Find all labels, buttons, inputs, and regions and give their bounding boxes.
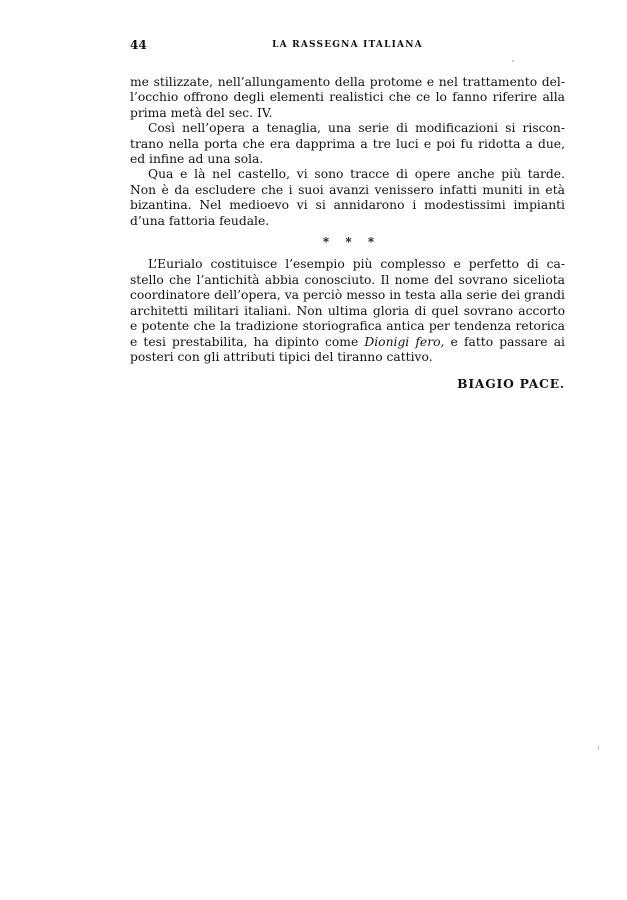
text-line: Così nell’opera a tenaglia, una serie di modificazioni si riscon- <box>148 121 565 136</box>
paper-speck <box>598 745 599 750</box>
page-header <box>130 38 565 58</box>
italic-phrase: Dionigi fero, <box>364 334 445 349</box>
text-line: stello che l’antichità abbia conosciuto. Il nome del sovrano siceliota <box>130 272 565 287</box>
text-line: Non è da escludere che i suoi avanzi venissero infatti muniti in età <box>130 182 565 197</box>
text-run: e fatto passare ai <box>444 334 565 349</box>
running-title: LA RASSEGNA ITALIANA <box>272 40 423 50</box>
paragraph <box>130 121 565 167</box>
text-run: e tesi prestabilita, ha dipinto come <box>130 334 365 349</box>
text-line: l’occhio offrono degli elementi realistici che ce lo fanno riferire alla <box>130 90 565 105</box>
paper-speck <box>512 60 514 62</box>
text-line: posteri con gli attributi tipici del tiranno cattivo. <box>130 349 433 364</box>
text-line: architetti militari italiani. Non ultima gloria di quel sovrano accorto <box>130 303 565 318</box>
author-signature: BIAGIO PACE. <box>457 376 565 392</box>
text-line: bizantina. Nel medioevo vi si annidarono i modestissimi impianti <box>130 198 565 213</box>
text-line: Qua e là nel castello, vi sono tracce di opere anche più tarde. <box>148 167 565 182</box>
text-line: trano nella porta che era dapprima a tre luci e poi fu ridotta a due, <box>130 136 565 151</box>
text-line: prima metà del sec. IV. <box>130 105 273 120</box>
paragraph <box>130 167 565 229</box>
text-line <box>130 335 565 350</box>
article-body <box>130 75 565 392</box>
text-line: d’una fattoria feudale. <box>130 213 270 228</box>
paragraph <box>130 75 565 121</box>
section-separator: * * * <box>322 235 381 250</box>
paragraph <box>130 257 565 365</box>
text-line: ed infine ad una sola. <box>130 152 264 167</box>
text-line: e potente che la tradizione storiografica antica per tendenza retorica <box>130 319 565 334</box>
page-number: 44 <box>130 38 147 52</box>
text-line: me stilizzate, nell’allungamento della protome e nel trattamento del- <box>130 75 565 89</box>
text-line: L’Eurialo costituisce l’esempio più complesso e perfetto di ca- <box>148 257 565 272</box>
text-line: coordinatore dell’opera, va perciò messo in testa alla serie dei grandi <box>130 288 565 303</box>
